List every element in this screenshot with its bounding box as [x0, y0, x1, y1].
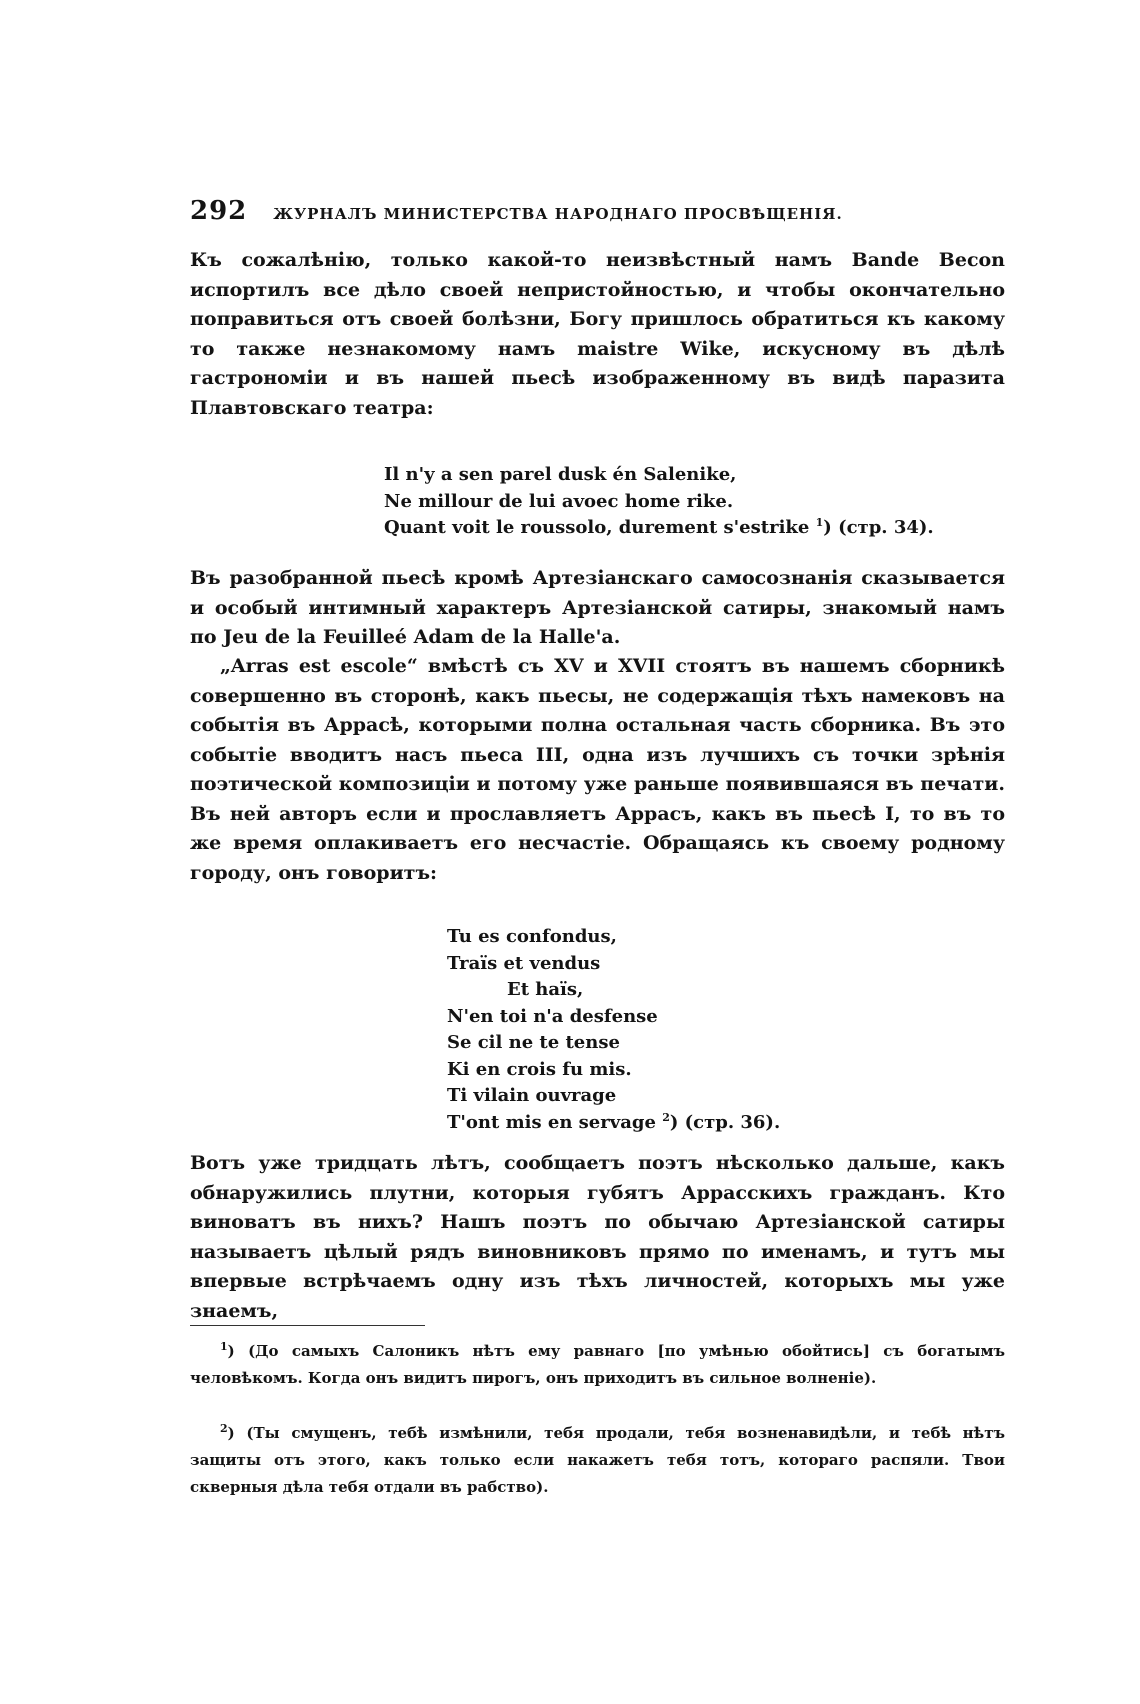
page-reference: ) (стр. 36).	[669, 1111, 781, 1133]
page-header	[190, 196, 1030, 230]
page-number: 292	[190, 196, 248, 226]
verse-line: N'en toi n'a desfense	[447, 1005, 658, 1027]
verse-line: Ki en crois fu mis.	[447, 1058, 632, 1080]
footnote-mark-2: 2	[220, 1422, 228, 1435]
verse-line: Tu es confondus,	[447, 926, 617, 947]
footnote-separator	[190, 1325, 425, 1326]
verse-line: Et haïs,	[507, 979, 584, 1000]
verse-line	[384, 515, 934, 542]
footnote-2	[190, 1420, 1005, 1501]
footnote-ref-1: 1	[815, 516, 824, 529]
verse-quote-2	[447, 924, 780, 1136]
footnote-2-text: ) (Ты смущенъ, тебѣ измѣнили, тебя продали, тебя возненавидѣли, и тебѣ нѣтъ защиты отъ этого, какъ только если накажетъ тебя тотъ, котораго распяли. Твои скверныя дѣла тебя отдали въ рабство).	[190, 1424, 1005, 1496]
verse-line: Se cil ne te tense	[447, 1032, 620, 1053]
running-title: ЖУРНАЛЪ МИНИСТЕРСТВА НАРОДНАГО ПРОСВѢЩЕНІЯ.	[273, 205, 843, 223]
footnote-mark-1: 1	[220, 1340, 228, 1353]
footnote-1	[190, 1338, 1005, 1392]
verse-line: Ti vilain ouvrage	[447, 1085, 617, 1106]
footnote-1-text: ) (До самыхъ Салоникъ нѣтъ ему равнаго [по умѣнью обойтись] съ богатымъ человѣкомъ. Когда онъ видитъ пирогъ, онъ приходитъ въ сильное волненіе).	[190, 1342, 1005, 1387]
verse-quote-1	[384, 462, 934, 542]
verse-line-text: Quant voit le roussolo, durement s'estrike	[384, 517, 810, 538]
verse-line: Il n'y a sen parel dusk én Salenike,	[384, 464, 737, 485]
verse-line-text: T'ont mis en servage	[447, 1111, 656, 1133]
verse-line	[447, 1110, 780, 1137]
verse-line: Traïs et vendus	[447, 952, 601, 974]
verse-line: Ne millour de lui avoec home rike.	[384, 490, 734, 512]
paragraph-1: Къ сожалѣнію, только какой-то неизвѣстный намъ Bande Becon испортилъ все дѣло своей непристойностью, и чтобы окончательно поправиться отъ своей болѣзни, Богу пришлось обратиться къ какому то также незнакомому намъ maistre Wike, искусному въ дѣлѣ гастрономіи и въ нашей пьесѣ изображенному въ видѣ паразита Плавтовскаго театра:	[190, 249, 1005, 419]
paragraph-3: „Arras est escole“ вмѣстѣ съ XV и XVII стоятъ въ нашемъ сборникѣ совершенно въ сторонѣ, какъ пьесы, не содержащія тѣхъ намековъ на событія въ Аррасѣ, которыми полна остальная часть сборника. Въ это событіе вводитъ насъ пьеса III, одна изъ лучшихъ съ точки зрѣнія поэтической композиціи и потому уже раньше появившаяся въ печати. Въ ней авторъ если и прославляетъ Аррасъ, какъ въ пьесѣ I, то въ то же время оплакиваетъ его несчастіе. Обращаясь къ своему родному городу, онъ говоритъ:	[190, 655, 1005, 884]
page-reference: ) (стр. 34).	[823, 517, 934, 538]
footnote-ref-2: 2	[662, 1110, 670, 1124]
paragraph-2: Въ разобранной пьесѣ кромѣ Артезіанскаго самосознанія сказывается и особый интимный характеръ Артезіанской сатиры, знакомый намъ по Jeu de la Feuilleé Adam de la Halle'a.	[190, 567, 1005, 648]
paragraph-4: Вотъ уже тридцать лѣтъ, сообщаетъ поэтъ нѣсколько дальше, какъ обнаружились плутни, которыя губятъ Аррасскихъ гражданъ. Кто виноватъ въ нихъ? Нашъ поэтъ по обычаю Артезіанской сатиры называетъ цѣлый рядъ виновниковъ прямо по именамъ, и тутъ мы впервые встрѣчаемъ одну изъ тѣхъ личностей, которыхъ мы уже знаемъ,	[190, 1152, 1005, 1322]
